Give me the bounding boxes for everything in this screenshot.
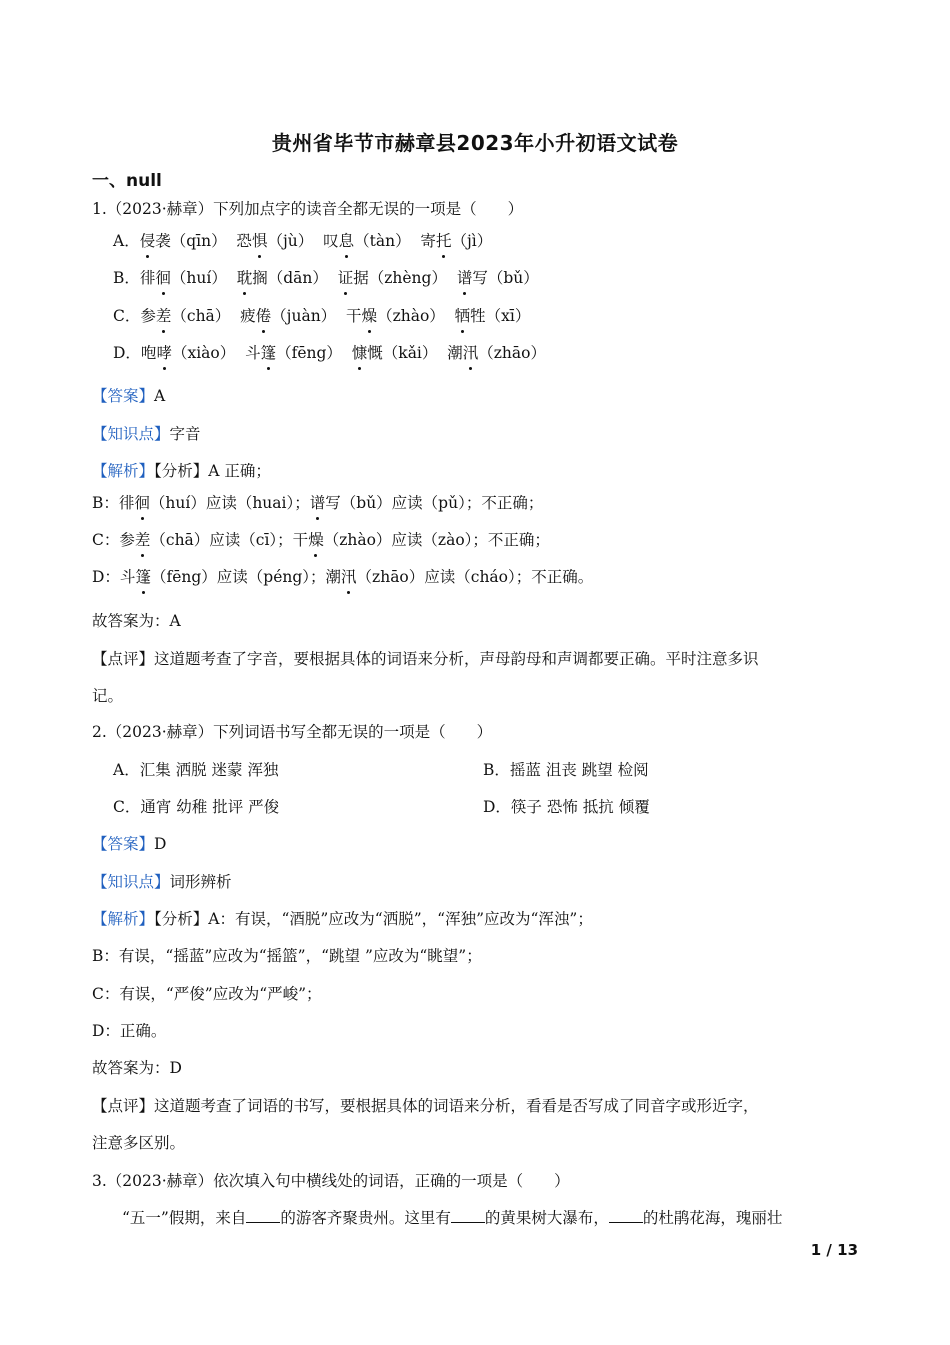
q2-option-d: D．筷子 恐怖 抵抗 倾覆 (483, 798, 650, 816)
section-heading: 一、null (92, 171, 162, 191)
q2-answer: 【答案】D (92, 835, 167, 853)
blank-3 (609, 1208, 643, 1223)
q2-comment-2: 注意多区别。 (92, 1134, 186, 1152)
q2-conclusion: 故答案为：D (92, 1059, 182, 1077)
q1-option-d: D．咆哮（xiào） 斗篷（fēng） 慷慨（kǎi） 潮汛（zhāo） (113, 344, 546, 362)
page-number: 1 / 13 (810, 1241, 858, 1259)
blank-2 (451, 1208, 485, 1223)
q1-option-a: A．侵袭（qīn） 恐惧（jù） 叹息（tàn） 寄托（jì） (113, 232, 493, 250)
q1-option-b: B．徘徊（huí） 耽搁（dān） 证据（zhèng） 谱写（bǔ） (113, 269, 539, 287)
page-title: 贵州省毕节市赫章县2023年小升初语文试卷 (271, 131, 679, 155)
q3-passage: “五一”假期，来自 的游客齐聚贵州。这里有 的黄果树大瀑布， 的杜鹃花海，瑰丽壮 (122, 1209, 783, 1227)
q1-comment-2: 记。 (92, 687, 124, 705)
blank-1 (246, 1208, 280, 1223)
q1-conclusion: 故答案为：A (92, 612, 181, 630)
q1-analysis-1: 【解析】【分析】A 正确； (92, 462, 271, 480)
question-1-stem: 1.（2023·赫章）下列加点字的读音全都无误的一项是（ ） (92, 200, 524, 218)
q1-option-c: C．参差（chā） 疲倦（juàn） 干燥（zhào） 牺牲（xī） (113, 307, 531, 325)
q1-knowledge-point: 【知识点】字音 (92, 425, 201, 443)
question-3-stem: 3.（2023·赫章）依次填入句中横线处的词语，正确的一项是（ ） (92, 1172, 570, 1190)
q2-analysis-2: B：有误，“摇蓝”应改为“摇篮”，“跳望 ”应改为“眺望”； (92, 947, 482, 965)
q1-comment-1: 【点评】这道题考查了字音，要根据具体的词语来分析，声母韵母和声调都要正确。平时注意多识 (92, 650, 759, 668)
q1-analysis-3: C：参差（chā）应读（cī）；干燥（zhào）应读（zào）；不正确； (92, 531, 550, 549)
q2-comment-1: 【点评】这道题考查了词语的书写，要根据具体的词语来分析，看看是否写成了同音字或形近字， (92, 1097, 759, 1115)
q2-knowledge-point: 【知识点】词形辨析 (92, 873, 232, 891)
q1-answer: 【答案】A (92, 387, 166, 405)
question-2-stem: 2.（2023·赫章）下列词语书写全都无误的一项是（ ） (92, 723, 493, 741)
q2-option-b: B．摇蓝 沮丧 跳望 检阅 (483, 761, 649, 779)
q2-analysis-4: D：正确。 (92, 1022, 167, 1040)
q2-analysis-1: 【解析】【分析】A：有误，“酒脱”应改为“洒脱”，“浑独”应改为“浑浊”； (92, 910, 593, 928)
q2-option-a: A．汇集 洒脱 迷蒙 浑独 (113, 761, 279, 779)
q1-analysis-2: B：徘徊（huí）应读（huai）；谱写（bǔ）应读（pǔ）；不正确； (92, 494, 544, 512)
q2-option-c: C．通宵 幼稚 批评 严俊 (113, 798, 280, 816)
q2-analysis-3: C：有误，“严俊”应改为“严峻”； (92, 985, 322, 1003)
q1-analysis-4: D：斗篷（fēng）应读（péng）；潮汛（zhāo）应读（cháo）；不正确。 (92, 568, 594, 586)
